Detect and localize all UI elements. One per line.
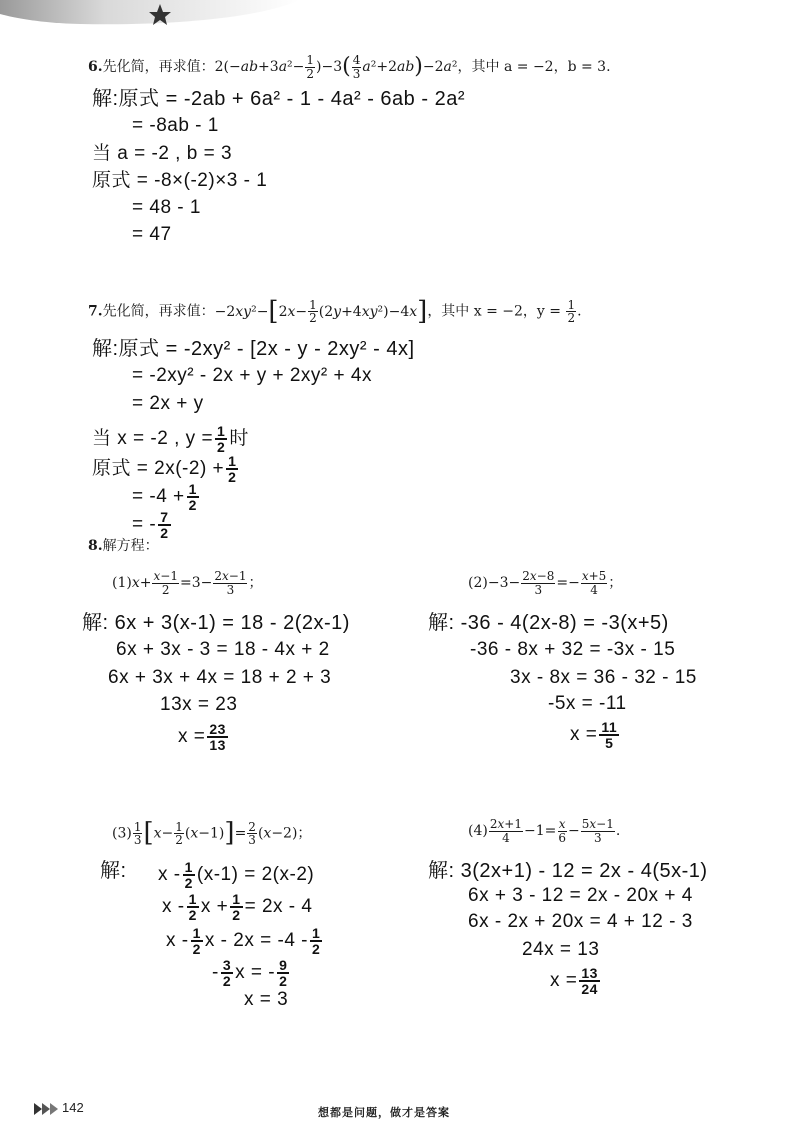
problem-7-end: . (577, 303, 582, 320)
p7-line-1: 解:原式 = -2xy² - [2x - y - 2xy² - 4x] (92, 338, 415, 360)
p8-3-line-1 (158, 860, 314, 890)
p8-3-line-3 (166, 926, 324, 956)
p7-line-6 (132, 482, 201, 512)
p7-line-4-suffix: 时 (229, 428, 249, 450)
problem-6-number: 6. (88, 59, 103, 76)
p8-3-half-2: $\frac{1}{2}$ (188, 891, 197, 923)
p8-3-half-4: $\frac{1}{2}$ (192, 925, 201, 957)
p7-line-4-text: 当 x = -2 , y = (92, 428, 214, 450)
p8-4-line-1: 解: 3(2x+1) - 12 = 2x - 4(5x-1) (428, 860, 708, 882)
p8-2-answer: $\frac{11}{5}$ (601, 719, 618, 751)
p8-1-label: (1) (112, 575, 132, 592)
page-arrow-icon (34, 1102, 60, 1116)
p8-3-three-halves: $\frac{3}{2}$ (222, 957, 232, 989)
p6-line-4: 原式 = -8×(-2)×3 - 1 (92, 170, 268, 191)
p8-2-line-5 (570, 720, 621, 750)
problem-8-prompt: 解方程： (102, 538, 159, 554)
p7-half-3: $\frac{1}{2}$ (188, 481, 197, 513)
p7-line-2: = -2xy² - 2x + y + 2xy² + 4x (132, 365, 372, 386)
footer-motto: 想都是问题，做才是答案 (318, 1106, 450, 1119)
top-banner-decoration (0, 0, 800, 32)
p8-1-line-5-text: x = (178, 726, 206, 748)
p6-line-2: = -8ab - 1 (132, 115, 219, 136)
p8-1-line-1: 解: 6x + 3(x-1) = 18 - 2(2x-1) (82, 612, 350, 634)
p7-half-2: $\frac{1}{2}$ (228, 453, 237, 485)
p7-line-3: = 2x + y (132, 393, 204, 414)
problem-7-prompt: 先化简，再求值： (102, 303, 215, 320)
p6-line-3: 当 a = -2 , b = 3 (92, 143, 233, 164)
p8-3-line-3-a: x - (166, 930, 189, 952)
p8-1-answer: $\frac{23}{13}$ (209, 721, 226, 753)
problem-8-4-equation: (4) $\frac{2x+1}{4}$ −1= $\frac{x}{6}$ − $\frac{5x-1}{3}$ . (468, 817, 621, 845)
page-number: 142 (62, 1100, 84, 1115)
problem-8-number: 8. (88, 538, 103, 554)
p8-4-label: (4) (468, 823, 488, 840)
problem-7-y-value: $\frac{1}{2}$ (567, 297, 576, 326)
p6-line-6: = 47 (132, 224, 172, 245)
p8-3-half-1: $\frac{1}{2}$ (184, 859, 193, 891)
p6-line-1: 解:原式 = -2ab + 6a² - 1 - 4a² - 6ab - 2a² (92, 88, 465, 110)
p8-4-line-5 (550, 966, 602, 996)
banner-graphic (0, 0, 800, 32)
p8-1-line-2: 6x + 3x - 3 = 18 - 4x + 2 (116, 639, 330, 660)
p7-line-7-text: = - (132, 514, 157, 536)
p8-3-line-2-c: = 2x - 4 (244, 896, 313, 918)
p8-3-line-5: x = 3 (244, 989, 289, 1010)
p8-3-half-5: $\frac{1}{2}$ (312, 925, 321, 957)
p8-3-line-4-a: - (212, 962, 219, 984)
p7-line-7 (132, 510, 173, 540)
p8-2-line-4: -5x = -11 (548, 693, 627, 714)
problem-8-3-equation: (3) $\frac{1}{3}$ [x− $\frac{1}{2}$ (x−1)]= $\frac{2}{3}$ (x−2)； (112, 818, 312, 848)
problem-8-2-equation: (2)−3− $\frac{2x-8}{3}$ =− $\frac{x+5}{4}$ ； (468, 569, 623, 597)
problem-6-condition: ，其中 a = −2，b = 3. (457, 59, 611, 76)
p6-line-5: = 48 - 1 (132, 197, 201, 218)
p7-line-4 (92, 424, 249, 454)
problem-7-expression: −2xy²−[2x− $\frac{1}{2}$ (2y+4xy²)−4x] (214, 296, 428, 326)
p7-half: $\frac{1}{2}$ (217, 423, 226, 455)
p8-3-line-1-a: x - (158, 864, 181, 886)
p7-line-6-text: = -4 + (132, 486, 185, 508)
problem-7-number: 7. (88, 303, 103, 320)
p8-4-answer: $\frac{13}{24}$ (581, 965, 598, 997)
p8-4-line-2: 6x + 3 - 12 = 2x - 20x + 4 (468, 885, 693, 906)
p8-4-line-5-text: x = (550, 970, 578, 992)
p8-3-line-1-b: (x-1) = 2(x-2) (196, 864, 315, 886)
p8-3-line-3-b: x - 2x = -4 - (204, 930, 309, 952)
p8-4-line-3: 6x - 2x + 20x = 4 + 12 - 3 (468, 911, 693, 932)
p7-line-5-text: 原式 = 2x(-2) + (92, 458, 225, 480)
p8-2-line-5-text: x = (570, 724, 598, 746)
p8-3-line-2-b: x + (200, 896, 229, 918)
p8-3-line-4 (212, 958, 291, 988)
p8-3-line-2 (162, 892, 312, 922)
problem-8-1-equation: (1)x+ $\frac{x-1}{2}$ =3− $\frac{2x-1}{3}$ ； (112, 569, 263, 597)
p8-1-line-4: 13x = 23 (160, 694, 238, 715)
p8-1-line-3: 6x + 3x + 4x = 18 + 2 + 3 (108, 667, 332, 688)
p7-line-5 (92, 454, 240, 484)
p8-3-nine-halves: $\frac{9}{2}$ (279, 957, 288, 989)
problem-6-statement (88, 54, 611, 80)
p8-2-line-3: 3x - 8x = 36 - 32 - 15 (510, 667, 697, 688)
p8-3-label-solve: 解: (100, 860, 127, 882)
p8-2-label: (2) (468, 575, 488, 592)
p7-seven-halves: $\frac{7}{2}$ (160, 509, 169, 541)
p8-3-half-3: $\frac{1}{2}$ (232, 891, 241, 923)
p8-3-label: (3) (112, 825, 132, 842)
p8-1-line-5 (178, 722, 230, 752)
p8-4-line-4: 24x = 13 (522, 939, 600, 960)
problem-6-expression: 2(−ab+3a²− $\frac{1}{2}$ )−3( $\frac{4}{3}$ a²+2ab)−2a² (214, 53, 458, 81)
p8-2-line-2: -36 - 8x + 32 = -3x - 15 (470, 639, 676, 660)
problem-7-statement (88, 296, 582, 327)
p8-3-line-2-a: x - (162, 896, 185, 918)
p8-2-line-1: 解: -36 - 4(2x-8) = -3(x+5) (428, 612, 669, 634)
problem-8-statement (88, 538, 159, 555)
problem-7-condition: ，其中 x = −2，y = (427, 303, 566, 320)
problem-6-prompt: 先化简，再求值： (102, 59, 215, 76)
p8-3-line-4-b: x = - (235, 962, 276, 984)
